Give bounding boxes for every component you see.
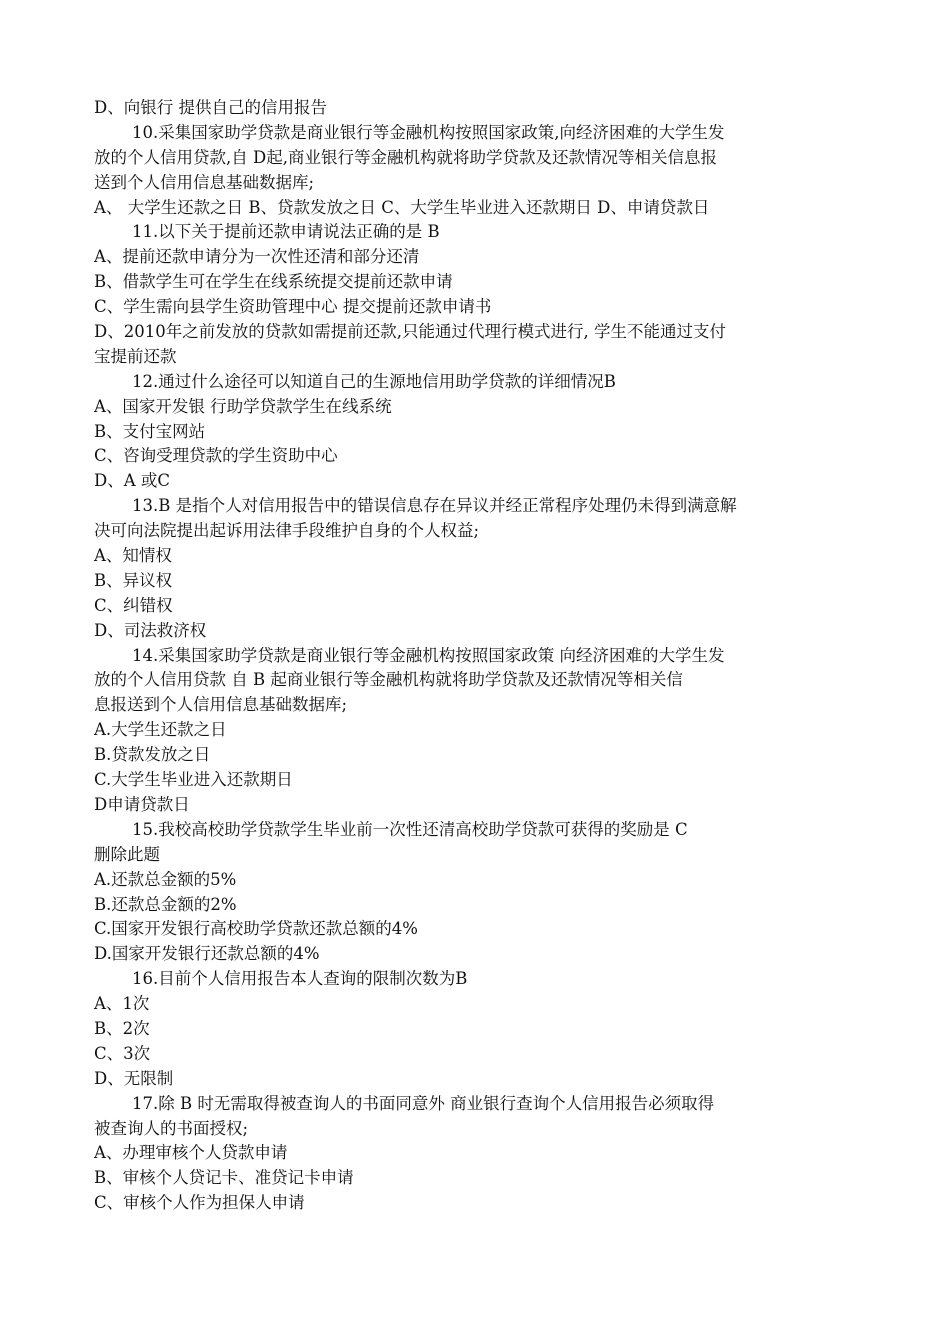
text-line: C、学生需向县学生资助管理中心 提交提前还款申请书 — [94, 297, 492, 317]
text-line: D、无限制 — [94, 1068, 174, 1088]
text-line: D、A 或C — [94, 471, 171, 491]
text-line: A、知情权 — [94, 546, 172, 566]
text-line: D、向银行 提供自己的信用报告 — [94, 98, 327, 117]
text-line: 15.我校高校助学贷款学生毕业前一次性还清高校助学贷款可获得的奖励是 C — [132, 819, 688, 839]
text-line: 14.采集国家助学贷款是商业银行等金融机构按照国家政策 向经济困难的大学生发 — [132, 645, 725, 665]
text-line: A.还款总金额的5% — [94, 869, 237, 889]
text-line: A、国家开发银 行助学贷款学生在线系统 — [94, 396, 392, 416]
text-line: B、支付宝网站 — [94, 421, 206, 441]
text-line: 放的个人信用贷款,自 D起,商业银行等金融机构就将助学贷款及还款情况等相关信息报 — [94, 147, 717, 167]
text-line: C、审核个人作为担保人申请 — [94, 1193, 305, 1213]
text-line: A、 大学生还款之日 B、贷款发放之日 C、大学生毕业进入还款期日 D、申请贷款日 — [94, 197, 710, 217]
text-line: C、3次 — [94, 1043, 151, 1063]
text-line: 13.B 是指个人对信用报告中的错误信息存在异议并经正常程序处理仍未得到满意解 — [132, 496, 737, 516]
text-line: C、纠错权 — [94, 595, 173, 615]
text-line: D.国家开发银行还款总额的4% — [94, 944, 320, 964]
text-line: 12.通过什么途径可以知道自己的生源地信用助学贷款的详细情况B — [132, 371, 616, 391]
text-line: C、咨询受理贷款的学生资助中心 — [94, 446, 338, 466]
text-line: B.还款总金额的2% — [94, 894, 237, 914]
text-line: B.贷款发放之日 — [94, 745, 211, 765]
text-line: A.大学生还款之日 — [94, 720, 227, 740]
text-line: C.国家开发银行高校助学贷款还款总额的4% — [94, 919, 418, 939]
text-line: A、提前还款申请分为一次性还清和部分还清 — [94, 247, 420, 267]
text-line: B、审核个人贷记卡、准贷记卡申请 — [94, 1168, 354, 1188]
text-line: 息报送到个人信用信息基础数据库; — [94, 695, 348, 715]
text-line: A、1次 — [94, 994, 150, 1014]
text-line: 宝提前还款 — [94, 346, 177, 366]
text-line: 放的个人信用贷款 自 B 起商业银行等金融机构就将助学贷款及还款情况等相关信 — [94, 670, 683, 690]
text-line: 决可向法院提出起诉用法律手段维护自身的个人权益; — [94, 521, 480, 541]
text-line: 11.以下关于提前还款申请说法正确的是 B — [132, 222, 440, 242]
text-line: B、2次 — [94, 1018, 150, 1038]
text-line: 17.除 B 时无需取得被查询人的书面同意外 商业银行查询个人信用报告必须取得 — [132, 1093, 715, 1113]
text-line: B、异议权 — [94, 570, 173, 590]
text-line: 10.采集国家助学贷款是商业银行等金融机构按照国家政策,向经济困难的大学生发 — [132, 122, 725, 142]
text-line: D、司法救济权 — [94, 620, 207, 640]
text-line: D、2010年之前发放的贷款如需提前还款,只能通过代理行模式进行, 学生不能通过支付 — [94, 322, 726, 342]
text-line: 删除此题 — [94, 844, 160, 864]
text-line: 送到个人信用信息基础数据库; — [94, 172, 315, 192]
text-line: A、办理审核个人贷款申请 — [94, 1143, 288, 1163]
text-line: 被查询人的书面授权; — [94, 1118, 249, 1138]
text-line: B、借款学生可在学生在线系统提交提前还款申请 — [94, 272, 453, 292]
document-page — [94, 96, 854, 1216]
text-line: 16.目前个人信用报告本人查询的限制次数为B — [132, 969, 468, 989]
text-line: D申请贷款日 — [94, 794, 190, 814]
text-line: C.大学生毕业进入还款期日 — [94, 770, 293, 790]
